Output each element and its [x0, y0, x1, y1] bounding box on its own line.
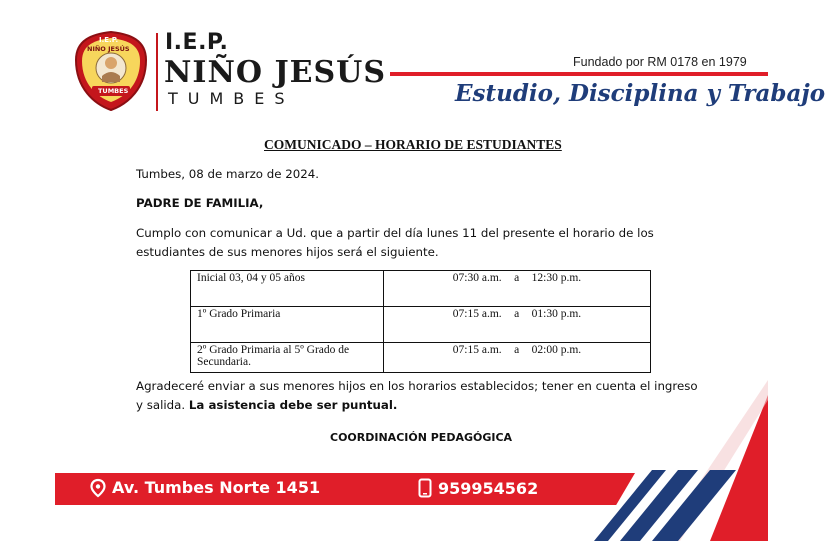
time-cell	[384, 271, 651, 307]
header-divider	[156, 33, 158, 111]
schedule-table	[190, 270, 651, 373]
signature: COORDINACIÓN PEDAGÓGICA	[330, 431, 513, 444]
school-name: NIÑO JESÚS	[164, 55, 387, 90]
location-pin-icon	[90, 479, 106, 497]
corner-decoration	[560, 380, 768, 541]
salutation: PADRE DE FAMILIA,	[136, 196, 264, 210]
table-row	[191, 271, 651, 307]
intro-paragraph: Cumplo con comunicar a Ud. que a partir del día lunes 11 del presente el horario de los estudiantes de sus menores hijos será el siguiente.	[136, 226, 654, 259]
end-time: 12:30 p.m.	[531, 272, 582, 284]
address-text: Av. Tumbes Norte 1451	[112, 478, 321, 497]
logo-banner-text: TUMBES	[98, 87, 129, 95]
logo-top-text: I.E.P.	[99, 36, 119, 44]
level-cell: 2º Grado Primaria al 5º Grado de Secundaria.	[191, 343, 384, 373]
table-row	[191, 343, 651, 373]
level-cell: Inicial 03, 04 y 05 años	[191, 271, 384, 307]
phone-text: 959954562	[438, 478, 539, 498]
table-row	[191, 307, 651, 343]
logo-arc-text: NIÑO JESÚS	[87, 45, 130, 53]
punctuality-note: La asistencia debe ser puntual.	[188, 398, 398, 412]
school-motto: Estudio, Disciplina y Trabajo	[455, 80, 825, 107]
document-title: COMUNICADO – HORARIO DE ESTUDIANTES	[264, 137, 562, 152]
time-separator: a	[514, 272, 520, 284]
start-time: 07:15 a.m.	[452, 344, 502, 356]
time-cell	[384, 307, 651, 343]
footer-phone	[418, 478, 538, 498]
school-city: TUMBES	[168, 89, 295, 108]
date-line: Tumbes, 08 de marzo de 2024.	[136, 167, 320, 181]
phone-icon	[418, 478, 432, 498]
time-separator: a	[514, 344, 520, 356]
header-red-line	[390, 72, 768, 76]
footer-address	[90, 478, 320, 497]
start-time: 07:30 a.m.	[452, 272, 502, 284]
school-logo	[72, 30, 150, 112]
end-time: 02:00 p.m.	[531, 344, 582, 356]
founded-note: Fundado por RM 0178 en 1979	[573, 55, 747, 69]
start-time: 07:15 a.m.	[452, 308, 502, 320]
school-iep-label: I.E.P.	[165, 30, 229, 55]
end-time: 01:30 p.m.	[531, 308, 582, 320]
time-cell	[384, 343, 651, 373]
closing-text: Agradeceré enviar a sus menores hijos en los horarios establecidos; tener en cuenta el ingreso y salida.	[136, 379, 698, 412]
level-cell: 1º Grado Primaria	[191, 307, 384, 343]
time-separator: a	[514, 308, 520, 320]
